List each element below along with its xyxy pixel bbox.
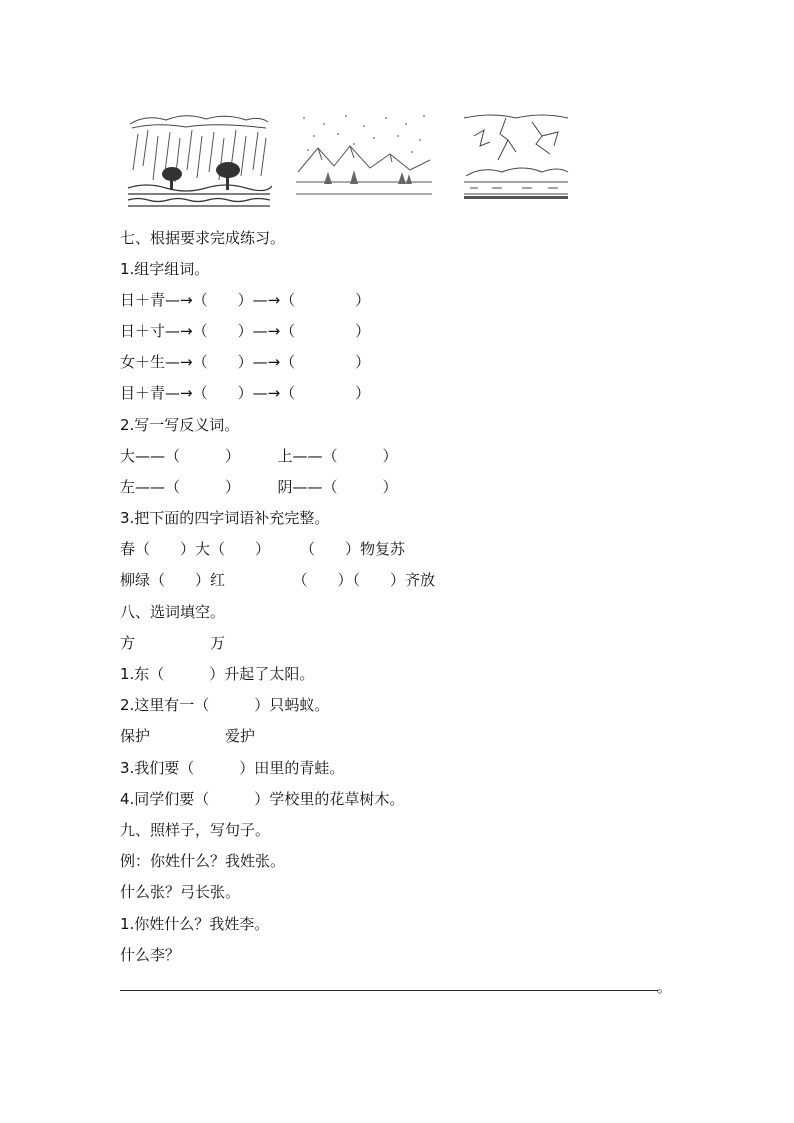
compose-row-2: 日＋寸—→（ ）—→（ ） [120, 322, 371, 340]
idiom-row-2: 柳绿（ ）红 （ ）（ ）齐放 [120, 571, 436, 589]
answer-period: 。 [657, 978, 673, 996]
fill-sentence-2: 2.这里有一（ ）只蚂蚁。 [120, 696, 330, 714]
weather-pictures [126, 110, 586, 214]
example-sentence-2: 什么张？弓长张。 [120, 883, 241, 901]
section-eight-heading: 八、选词填空。 [120, 603, 226, 621]
answer-writing-line[interactable] [120, 990, 658, 991]
word-choice-2: 保护 爱护 [120, 727, 256, 745]
compose-row-1: 日＋青—→（ ）—→（ ） [120, 291, 371, 309]
exercise-sentence-1: 1.你姓什么？我姓李。 [120, 915, 270, 933]
rain-picture-icon [126, 110, 272, 210]
snow-picture-icon [294, 110, 434, 210]
question-3-title: 3.把下面的四字词语补充完整。 [120, 509, 330, 527]
fill-sentence-3: 3.我们要（ ）田里的青蛙。 [120, 759, 345, 777]
section-nine-heading: 九、照样子，写句子。 [120, 821, 271, 839]
antonym-row-2: 左——（ ） 阴——（ ） [120, 478, 398, 496]
lightning-picture-icon [462, 110, 570, 210]
word-choice-1: 方 万 [120, 634, 226, 652]
compose-row-3: 女＋生—→（ ）—→（ ） [120, 353, 371, 371]
example-sentence-1: 例：你姓什么？我姓张。 [120, 852, 286, 870]
fill-sentence-4: 4.同学们要（ ）学校里的花草树木。 [120, 790, 405, 808]
idiom-row-1: 春（ ）大（ ） （ ）物复苏 [120, 540, 406, 558]
antonym-row-1: 大——（ ） 上——（ ） [120, 447, 398, 465]
exercise-sentence-2: 什么李？ [120, 946, 181, 964]
section-seven-heading: 七、根据要求完成练习。 [120, 229, 286, 247]
question-1-title: 1.组字组词。 [120, 260, 210, 278]
fill-sentence-1: 1.东（ ）升起了太阳。 [120, 665, 315, 683]
question-2-title: 2.写一写反义词。 [120, 416, 240, 434]
compose-row-4: 目＋青—→（ ）—→（ ） [120, 384, 371, 402]
